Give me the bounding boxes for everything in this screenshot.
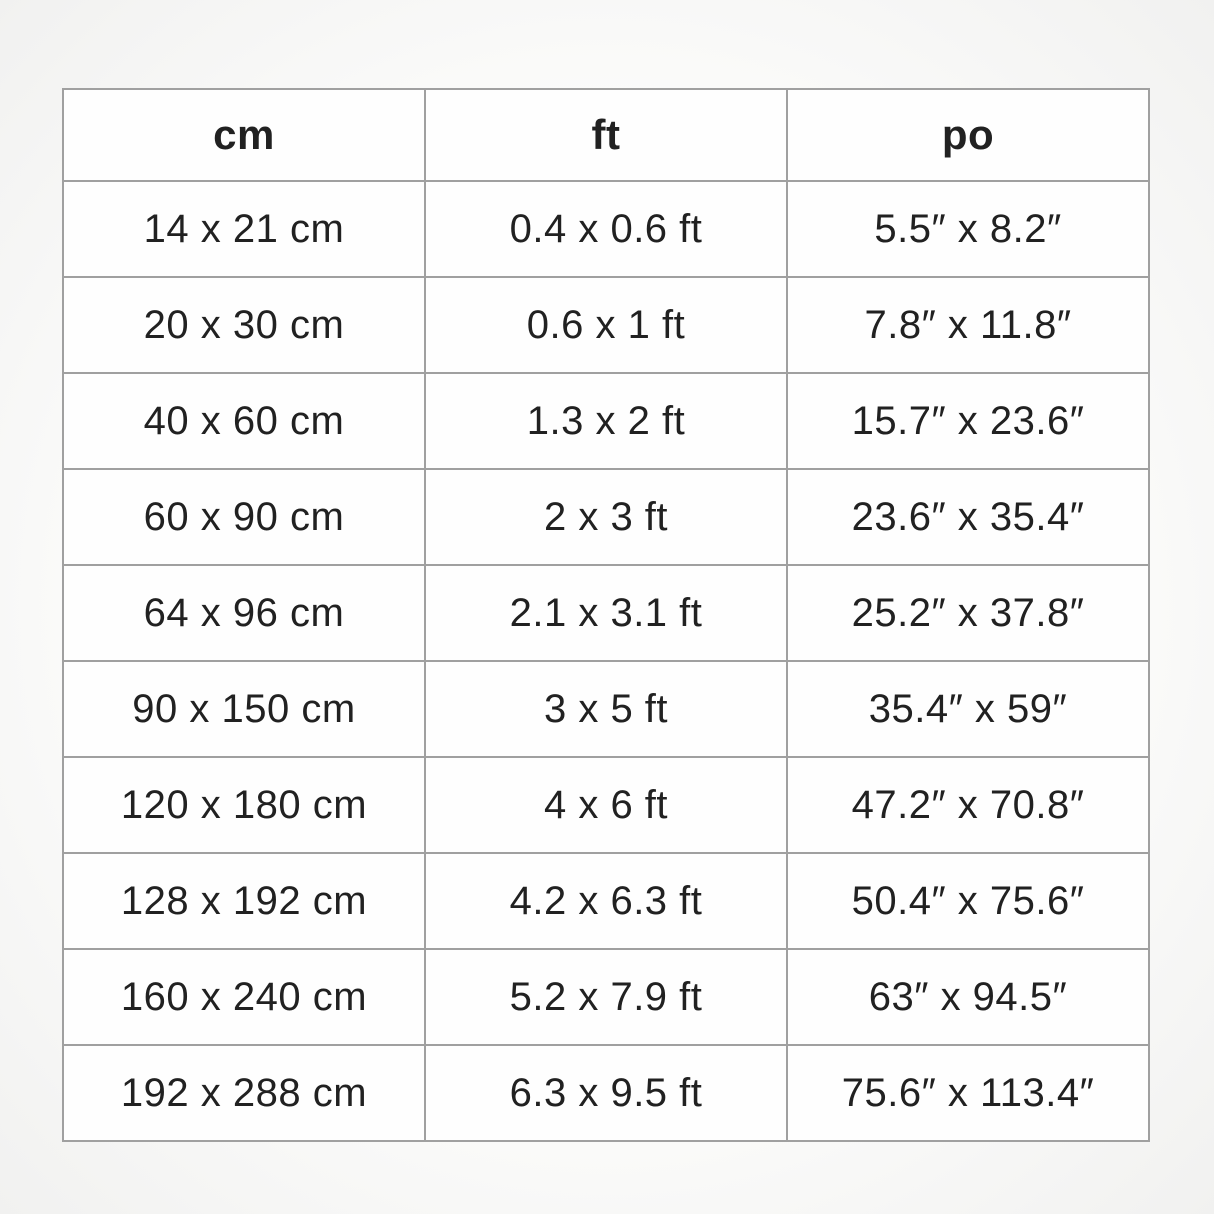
table-cell: 63″ x 94.5″ xyxy=(787,949,1149,1045)
table-row xyxy=(63,1045,1149,1141)
table-cell: 90 x 150 cm xyxy=(63,661,425,757)
table-row xyxy=(63,757,1149,853)
table-cell: 75.6″ x 113.4″ xyxy=(787,1045,1149,1141)
column-header-po: po xyxy=(787,89,1149,181)
table-cell: 120 x 180 cm xyxy=(63,757,425,853)
table-cell: 192 x 288 cm xyxy=(63,1045,425,1141)
table-row xyxy=(63,277,1149,373)
table-cell: 64 x 96 cm xyxy=(63,565,425,661)
table-cell: 47.2″ x 70.8″ xyxy=(787,757,1149,853)
table-row xyxy=(63,949,1149,1045)
table-cell: 0.4 x 0.6 ft xyxy=(425,181,787,277)
table-row xyxy=(63,853,1149,949)
table-cell: 160 x 240 cm xyxy=(63,949,425,1045)
header-row xyxy=(63,89,1149,181)
table-cell: 4.2 x 6.3 ft xyxy=(425,853,787,949)
table-cell: 5.2 x 7.9 ft xyxy=(425,949,787,1045)
table-header xyxy=(63,89,1149,181)
table-cell: 7.8″ x 11.8″ xyxy=(787,277,1149,373)
table-cell: 14 x 21 cm xyxy=(63,181,425,277)
table-cell: 4 x 6 ft xyxy=(425,757,787,853)
table-cell: 2.1 x 3.1 ft xyxy=(425,565,787,661)
table-cell: 128 x 192 cm xyxy=(63,853,425,949)
table-cell: 35.4″ x 59″ xyxy=(787,661,1149,757)
table-row xyxy=(63,469,1149,565)
table-cell: 5.5″ x 8.2″ xyxy=(787,181,1149,277)
column-header-ft: ft xyxy=(425,89,787,181)
table-cell: 1.3 x 2 ft xyxy=(425,373,787,469)
table-cell: 40 x 60 cm xyxy=(63,373,425,469)
table-row xyxy=(63,565,1149,661)
table-cell: 2 x 3 ft xyxy=(425,469,787,565)
table-cell: 0.6 x 1 ft xyxy=(425,277,787,373)
table-row xyxy=(63,181,1149,277)
table-cell: 6.3 x 9.5 ft xyxy=(425,1045,787,1141)
table-cell: 20 x 30 cm xyxy=(63,277,425,373)
table-body xyxy=(63,181,1149,1141)
column-header-cm: cm xyxy=(63,89,425,181)
table-cell: 60 x 90 cm xyxy=(63,469,425,565)
table-cell: 15.7″ x 23.6″ xyxy=(787,373,1149,469)
table-cell: 25.2″ x 37.8″ xyxy=(787,565,1149,661)
table-cell: 23.6″ x 35.4″ xyxy=(787,469,1149,565)
table-cell: 50.4″ x 75.6″ xyxy=(787,853,1149,949)
size-conversion-table xyxy=(62,88,1150,1142)
table-row xyxy=(63,373,1149,469)
table-row xyxy=(63,661,1149,757)
table-cell: 3 x 5 ft xyxy=(425,661,787,757)
